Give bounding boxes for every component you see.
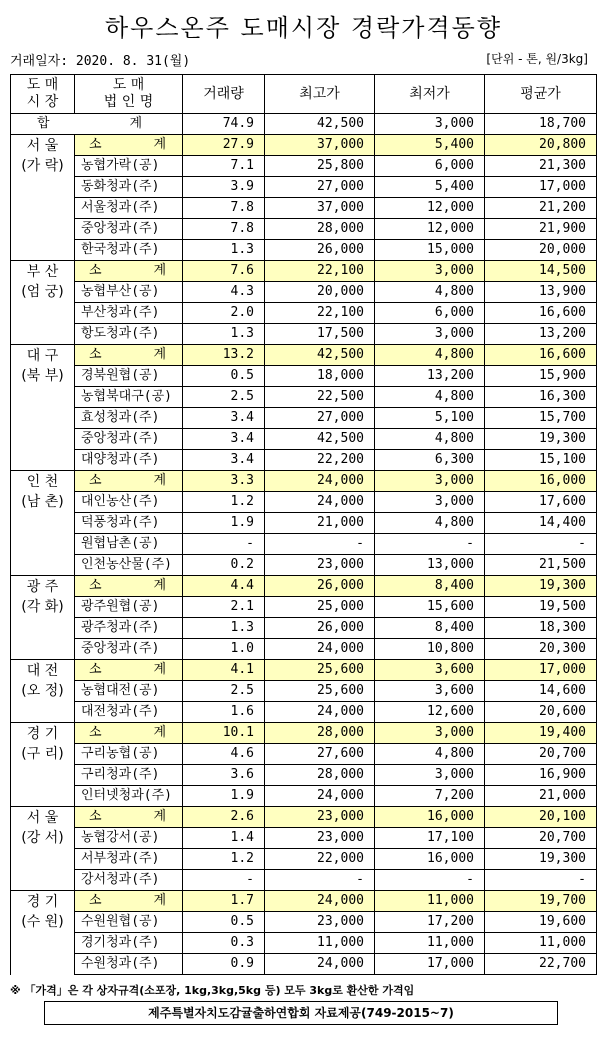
table-row: [11, 324, 597, 345]
cell-min: 3,000: [375, 765, 485, 786]
table-row: [11, 282, 597, 303]
cell-avg: 18,300: [485, 618, 597, 639]
table-row: [11, 429, 597, 450]
cell-avg: 16,600: [485, 303, 597, 324]
cell-volume: 0.5: [183, 912, 265, 933]
cell-volume: 2.5: [183, 387, 265, 408]
subtotal-max: 37,000: [265, 135, 375, 156]
cell-max: 26,000: [265, 618, 375, 639]
company-name: 부산청과(주): [75, 303, 183, 324]
subtotal-min: 16,000: [375, 807, 485, 828]
cell-volume: -: [183, 870, 265, 891]
cell-avg: 21,900: [485, 219, 597, 240]
market-name-line2: (가 락): [21, 158, 64, 174]
market-name: [11, 135, 75, 261]
subtotal-row: [11, 891, 597, 912]
market-name-line1: 인 천: [26, 474, 59, 490]
cell-max: -: [265, 534, 375, 555]
cell-min: 4,800: [375, 429, 485, 450]
header-market: 도 매 시 장: [11, 75, 75, 114]
cell-volume: 1.3: [183, 324, 265, 345]
cell-min: 13,200: [375, 366, 485, 387]
cell-min: -: [375, 870, 485, 891]
table-row: [11, 870, 597, 891]
subtotal-volume: 7.6: [183, 261, 265, 282]
subtotal-row: [11, 723, 597, 744]
subtotal-avg: 16,600: [485, 345, 597, 366]
company-name: 농협강서(공): [75, 828, 183, 849]
cell-max: -: [265, 870, 375, 891]
cell-max: 24,000: [265, 702, 375, 723]
company-name: 대양청과(주): [75, 450, 183, 471]
subtotal-avg: 14,500: [485, 261, 597, 282]
cell-avg: 19,300: [485, 849, 597, 870]
cell-avg: 13,200: [485, 324, 597, 345]
cell-min: 4,800: [375, 387, 485, 408]
market-name-line1: 광 주: [26, 579, 59, 595]
subtotal-avg: 19,300: [485, 576, 597, 597]
cell-avg: 20,700: [485, 828, 597, 849]
cell-volume: 0.9: [183, 954, 265, 975]
market-name-line2: (북 부): [21, 368, 64, 384]
cell-max: 17,500: [265, 324, 375, 345]
cell-max: 24,000: [265, 786, 375, 807]
cell-min: 10,800: [375, 639, 485, 660]
cell-min: 15,600: [375, 597, 485, 618]
cell-avg: -: [485, 870, 597, 891]
market-name: [11, 660, 75, 723]
cell-volume: -: [183, 534, 265, 555]
table-row: [11, 408, 597, 429]
subtotal-label: 소 계: [75, 723, 183, 744]
total-label: 합 계: [11, 114, 183, 135]
cell-max: 24,000: [265, 639, 375, 660]
subtotal-volume: 4.4: [183, 576, 265, 597]
cell-max: 23,000: [265, 555, 375, 576]
cell-max: 22,100: [265, 303, 375, 324]
cell-avg: 21,200: [485, 198, 597, 219]
table-row: [11, 450, 597, 471]
company-name: 서울청과(주): [75, 198, 183, 219]
cell-min: 17,100: [375, 828, 485, 849]
cell-min: 3,600: [375, 681, 485, 702]
cell-volume: 2.5: [183, 681, 265, 702]
price-table: [10, 74, 597, 975]
cell-min: 17,200: [375, 912, 485, 933]
cell-avg: 19,600: [485, 912, 597, 933]
market-name-line2: (엄 궁): [21, 284, 64, 300]
company-name: 농협부산(공): [75, 282, 183, 303]
trade-date: 거래일자: 2020. 8. 31(월): [10, 54, 191, 69]
subtotal-row: [11, 576, 597, 597]
cell-max: 22,000: [265, 849, 375, 870]
cell-max: 26,000: [265, 240, 375, 261]
cell-max: 22,200: [265, 450, 375, 471]
company-name: 중앙청과(주): [75, 429, 183, 450]
cell-volume: 2.0: [183, 303, 265, 324]
market-name-line2: (수 원): [21, 914, 64, 930]
table-row: [11, 702, 597, 723]
cell-min: 4,800: [375, 282, 485, 303]
market-name-line2: (강 서): [21, 830, 64, 846]
company-name: 대인농산(주): [75, 492, 183, 513]
cell-volume: 3.9: [183, 177, 265, 198]
cell-volume: 0.5: [183, 366, 265, 387]
market-name: [11, 723, 75, 807]
header-row: [11, 75, 597, 114]
subtotal-min: 3,600: [375, 660, 485, 681]
cell-volume: 0.3: [183, 933, 265, 954]
cell-max: 25,600: [265, 681, 375, 702]
company-name: 농협가락(공): [75, 156, 183, 177]
table-row: [11, 828, 597, 849]
unit-label: [단위 - 톤, 원/3kg]: [486, 52, 588, 66]
company-name: 중앙청과(주): [75, 219, 183, 240]
table-row: [11, 933, 597, 954]
cell-avg: 13,900: [485, 282, 597, 303]
cell-min: 12,600: [375, 702, 485, 723]
subtotal-label: 소 계: [75, 345, 183, 366]
market-name: [11, 261, 75, 345]
market-name-line1: 서 울: [26, 810, 59, 826]
cell-min: 12,000: [375, 198, 485, 219]
subtotal-volume: 2.6: [183, 807, 265, 828]
market-name-line1: 경 기: [26, 726, 59, 742]
cell-avg: 11,000: [485, 933, 597, 954]
cell-max: 37,000: [265, 198, 375, 219]
cell-min: 4,800: [375, 513, 485, 534]
cell-min: 11,000: [375, 933, 485, 954]
company-name: 강서청과(주): [75, 870, 183, 891]
table-row: [11, 597, 597, 618]
subtotal-min: 11,000: [375, 891, 485, 912]
total-avg: 18,700: [485, 114, 597, 135]
company-name: 인터넷청과(주): [75, 786, 183, 807]
company-name: 수원청과(주): [75, 954, 183, 975]
company-name: 항도청과(주): [75, 324, 183, 345]
cell-volume: 1.3: [183, 618, 265, 639]
market-name-line1: 대 전: [26, 663, 59, 679]
subtotal-label: 소 계: [75, 261, 183, 282]
subtotal-label: 소 계: [75, 135, 183, 156]
subtotal-row: [11, 135, 597, 156]
cell-max: 20,000: [265, 282, 375, 303]
company-name: 광주청과(주): [75, 618, 183, 639]
market-name-line2: (남 촌): [21, 494, 64, 510]
cell-max: 24,000: [265, 492, 375, 513]
cell-min: 5,100: [375, 408, 485, 429]
cell-avg: 14,400: [485, 513, 597, 534]
cell-max: 23,000: [265, 828, 375, 849]
company-name: 수원원협(공): [75, 912, 183, 933]
subtotal-row: [11, 471, 597, 492]
subtotal-label: 소 계: [75, 891, 183, 912]
subtotal-avg: 19,400: [485, 723, 597, 744]
subtotal-avg: 16,000: [485, 471, 597, 492]
cell-avg: 21,000: [485, 786, 597, 807]
subtotal-row: [11, 261, 597, 282]
subtotal-min: 5,400: [375, 135, 485, 156]
company-name: 동화청과(주): [75, 177, 183, 198]
table-row: [11, 177, 597, 198]
cell-min: 6,300: [375, 450, 485, 471]
cell-volume: 7.8: [183, 219, 265, 240]
cell-max: 22,500: [265, 387, 375, 408]
subtotal-row: [11, 660, 597, 681]
company-name: 인천농산물(주): [75, 555, 183, 576]
cell-min: 13,000: [375, 555, 485, 576]
header-min: 최저가: [375, 75, 485, 114]
company-name: 구리농협(공): [75, 744, 183, 765]
table-row: [11, 786, 597, 807]
cell-avg: 19,500: [485, 597, 597, 618]
cell-avg: 15,900: [485, 366, 597, 387]
cell-volume: 3.4: [183, 429, 265, 450]
table-row: [11, 240, 597, 261]
market-name-line2: (각 화): [21, 599, 64, 615]
cell-min: 3,000: [375, 324, 485, 345]
cell-max: 11,000: [265, 933, 375, 954]
cell-max: 25,000: [265, 597, 375, 618]
cell-volume: 1.0: [183, 639, 265, 660]
subtotal-avg: 17,000: [485, 660, 597, 681]
subtotal-max: 24,000: [265, 891, 375, 912]
market-name-line1: 경 기: [26, 894, 59, 910]
cell-max: 28,000: [265, 219, 375, 240]
table-row: [11, 954, 597, 975]
subtotal-volume: 1.7: [183, 891, 265, 912]
cell-avg: 16,900: [485, 765, 597, 786]
cell-volume: 7.1: [183, 156, 265, 177]
subtotal-min: 3,000: [375, 471, 485, 492]
subtotal-label: 소 계: [75, 576, 183, 597]
table-row: [11, 765, 597, 786]
table-row: [11, 555, 597, 576]
cell-avg: 20,600: [485, 702, 597, 723]
market-name-line1: 서 울: [26, 138, 59, 154]
cell-min: 4,800: [375, 744, 485, 765]
table-row: [11, 198, 597, 219]
cell-avg: -: [485, 534, 597, 555]
cell-volume: 0.2: [183, 555, 265, 576]
cell-avg: 17,000: [485, 177, 597, 198]
cell-avg: 19,300: [485, 429, 597, 450]
cell-avg: 20,000: [485, 240, 597, 261]
subtotal-min: 8,400: [375, 576, 485, 597]
market-name: [11, 471, 75, 576]
header-volume: 거래량: [183, 75, 265, 114]
table-row: [11, 303, 597, 324]
table-row: [11, 681, 597, 702]
company-name: 원협남촌(공): [75, 534, 183, 555]
company-name: 효성청과(주): [75, 408, 183, 429]
subtotal-volume: 4.1: [183, 660, 265, 681]
table-row: [11, 534, 597, 555]
table-row: [11, 492, 597, 513]
subtotal-max: 22,100: [265, 261, 375, 282]
cell-avg: 20,300: [485, 639, 597, 660]
company-name: 경북원협(공): [75, 366, 183, 387]
company-name: 서부청과(주): [75, 849, 183, 870]
market-name: [11, 807, 75, 891]
subtotal-label: 소 계: [75, 471, 183, 492]
market-name: [11, 345, 75, 471]
table-row: [11, 912, 597, 933]
header-max: 최고가: [265, 75, 375, 114]
subtotal-max: 25,600: [265, 660, 375, 681]
cell-volume: 1.6: [183, 702, 265, 723]
cell-max: 27,600: [265, 744, 375, 765]
cell-min: 3,000: [375, 492, 485, 513]
market-name-line2: (오 정): [21, 683, 64, 699]
subtotal-max: 23,000: [265, 807, 375, 828]
subtotal-avg: 20,100: [485, 807, 597, 828]
footnote: ※ 「가격」은 각 상자규격(소포장, 1kg,3kg,5kg 등) 모두 3kg로 환산한 가격임: [10, 984, 415, 997]
cell-min: 5,400: [375, 177, 485, 198]
subtotal-max: 42,500: [265, 345, 375, 366]
source-box: 제주특별자치도감귤출하연합회 자료제공(749-2015~7): [44, 1001, 558, 1025]
company-name: 경기청과(주): [75, 933, 183, 954]
cell-max: 18,000: [265, 366, 375, 387]
cell-max: 23,000: [265, 912, 375, 933]
cell-volume: 3.6: [183, 765, 265, 786]
cell-min: -: [375, 534, 485, 555]
market-name: [11, 891, 75, 975]
cell-max: 27,000: [265, 408, 375, 429]
subtotal-label: 소 계: [75, 660, 183, 681]
cell-avg: 15,700: [485, 408, 597, 429]
subtotal-row: [11, 345, 597, 366]
table-row: [11, 156, 597, 177]
cell-avg: 21,300: [485, 156, 597, 177]
cell-volume: 2.1: [183, 597, 265, 618]
header-avg: 평균가: [485, 75, 597, 114]
company-name: 덕풍청과(주): [75, 513, 183, 534]
cell-volume: 4.3: [183, 282, 265, 303]
table-row: [11, 639, 597, 660]
company-name: 구리청과(주): [75, 765, 183, 786]
cell-min: 15,000: [375, 240, 485, 261]
market-name-line1: 부 산: [26, 264, 59, 280]
cell-min: 8,400: [375, 618, 485, 639]
company-name: 대전청과(주): [75, 702, 183, 723]
table-row: [11, 366, 597, 387]
subtotal-volume: 27.9: [183, 135, 265, 156]
company-name: 한국청과(주): [75, 240, 183, 261]
cell-volume: 1.2: [183, 849, 265, 870]
cell-max: 27,000: [265, 177, 375, 198]
cell-min: 7,200: [375, 786, 485, 807]
subtotal-avg: 19,700: [485, 891, 597, 912]
company-name: 광주원협(공): [75, 597, 183, 618]
cell-avg: 17,600: [485, 492, 597, 513]
subtotal-max: 26,000: [265, 576, 375, 597]
total-max: 42,500: [265, 114, 375, 135]
cell-volume: 1.9: [183, 786, 265, 807]
market-name: [11, 576, 75, 660]
subtotal-min: 3,000: [375, 261, 485, 282]
cell-max: 28,000: [265, 765, 375, 786]
cell-max: 24,000: [265, 954, 375, 975]
cell-max: 42,500: [265, 429, 375, 450]
subtotal-avg: 20,800: [485, 135, 597, 156]
market-name-line1: 대 구: [26, 348, 59, 364]
cell-avg: 20,700: [485, 744, 597, 765]
cell-volume: 1.2: [183, 492, 265, 513]
subtotal-min: 4,800: [375, 345, 485, 366]
cell-min: 6,000: [375, 303, 485, 324]
total-min: 3,000: [375, 114, 485, 135]
cell-volume: 1.3: [183, 240, 265, 261]
cell-volume: 7.8: [183, 198, 265, 219]
cell-avg: 15,100: [485, 450, 597, 471]
subtotal-max: 28,000: [265, 723, 375, 744]
subtotal-volume: 3.3: [183, 471, 265, 492]
cell-min: 12,000: [375, 219, 485, 240]
subtotal-label: 소 계: [75, 807, 183, 828]
cell-volume: 1.9: [183, 513, 265, 534]
company-name: 농협북대구(공): [75, 387, 183, 408]
page-title: 하우스온주 도매시장 경락가격동향: [104, 14, 503, 42]
cell-volume: 4.6: [183, 744, 265, 765]
cell-volume: 1.4: [183, 828, 265, 849]
cell-avg: 16,300: [485, 387, 597, 408]
table-row: [11, 219, 597, 240]
total-volume: 74.9: [183, 114, 265, 135]
cell-volume: 3.4: [183, 408, 265, 429]
market-name-line2: (구 리): [21, 746, 64, 762]
subtotal-volume: 10.1: [183, 723, 265, 744]
cell-min: 17,000: [375, 954, 485, 975]
cell-min: 16,000: [375, 849, 485, 870]
table-row: [11, 744, 597, 765]
table-row: [11, 618, 597, 639]
cell-avg: 14,600: [485, 681, 597, 702]
total-row: [11, 114, 597, 135]
cell-max: 25,800: [265, 156, 375, 177]
company-name: 농협대전(공): [75, 681, 183, 702]
table-row: [11, 513, 597, 534]
subtotal-max: 24,000: [265, 471, 375, 492]
cell-max: 21,000: [265, 513, 375, 534]
cell-avg: 21,500: [485, 555, 597, 576]
table-row: [11, 849, 597, 870]
cell-volume: 3.4: [183, 450, 265, 471]
cell-min: 6,000: [375, 156, 485, 177]
header-company: 도 매 법 인 명: [75, 75, 183, 114]
table-row: [11, 387, 597, 408]
subtotal-row: [11, 807, 597, 828]
subtotal-min: 3,000: [375, 723, 485, 744]
subtotal-volume: 13.2: [183, 345, 265, 366]
company-name: 중앙청과(주): [75, 639, 183, 660]
cell-avg: 22,700: [485, 954, 597, 975]
